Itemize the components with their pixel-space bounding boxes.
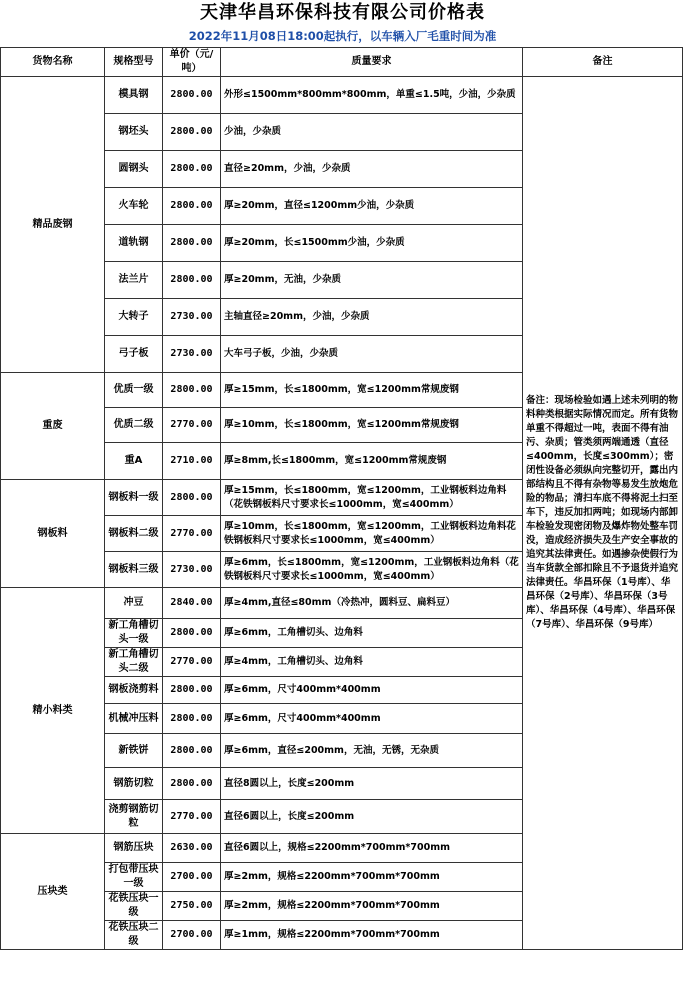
price-cell: 2800.00 [163,262,221,299]
quality-cell: 厚≥20mm，无油，少杂质 [221,262,523,299]
price-cell: 2800.00 [163,373,221,408]
quality-cell: 外形≤1500mm*800mm*800mm，单重≤1.5吨，少油，少杂质 [221,77,523,114]
price-cell: 2800.00 [163,677,221,704]
spec-cell: 法兰片 [105,262,163,299]
price-table [0,47,683,950]
spec-cell: 道轨钢 [105,225,163,262]
quality-cell: 厚≥20mm，长≤1500mm少油，少杂质 [221,225,523,262]
spec-cell: 冲豆 [105,588,163,619]
quality-cell: 厚≥4mm，工角槽切头、边角料 [221,648,523,677]
spec-cell: 优质一级 [105,373,163,408]
quality-cell: 厚≥6mm，长≤1800mm，宽≤1200mm，工业钢板料边角料（花铁钢板料尺寸要求长≤1000mm，宽≤400mm） [221,552,523,588]
quality-cell: 直径≥20mm，少油，少杂质 [221,151,523,188]
table-header-row [1,48,683,77]
price-cell: 2800.00 [163,480,221,516]
price-cell: 2630.00 [163,834,221,863]
spec-cell: 钢板料三级 [105,552,163,588]
spec-cell: 新铁饼 [105,734,163,768]
table-body [1,77,683,950]
quality-cell: 厚≥6mm，尺寸400mm*400mm [221,677,523,704]
price-cell: 2800.00 [163,734,221,768]
quality-cell: 直径8圆以上，长度≤200mm [221,768,523,800]
effective-date-subtitle: 2022年11月08日18:00起执行，以车辆入厂毛重时间为准 [188,29,497,43]
quality-cell: 厚≥2mm，规格≤2200mm*700mm*700mm [221,863,523,892]
quality-cell: 直径6圆以上，规格≤2200mm*700mm*700mm [221,834,523,863]
quality-cell: 厚≥2mm，规格≤2200mm*700mm*700mm [221,892,523,921]
header-note: 备注 [523,48,683,77]
price-cell: 2800.00 [163,619,221,648]
spec-cell: 大转子 [105,299,163,336]
quality-cell: 少油，少杂质 [221,114,523,151]
spec-cell: 新工角槽切头一级 [105,619,163,648]
quality-cell: 大车弓子板，少油，少杂质 [221,336,523,373]
price-cell: 2770.00 [163,648,221,677]
quality-cell: 主轴直径≥20mm，少油，少杂质 [221,299,523,336]
price-cell: 2700.00 [163,863,221,892]
price-cell: 2800.00 [163,768,221,800]
price-cell: 2770.00 [163,516,221,552]
header-goods-name: 货物名称 [1,48,105,77]
quality-cell: 厚≥15mm，长≤1800mm，宽≤1200mm常规废钢 [221,373,523,408]
price-cell: 2770.00 [163,408,221,443]
spec-cell: 钢坯头 [105,114,163,151]
header-spec: 规格型号 [105,48,163,77]
quality-cell: 厚≥20mm，直径≤1200mm少油，少杂质 [221,188,523,225]
price-cell: 2800.00 [163,225,221,262]
price-cell: 2770.00 [163,800,221,834]
spec-cell: 花铁压块一级 [105,892,163,921]
spec-cell: 优质二级 [105,408,163,443]
price-cell: 2700.00 [163,921,221,950]
price-cell: 2750.00 [163,892,221,921]
quality-cell: 直径6圆以上，长度≤200mm [221,800,523,834]
quality-cell: 厚≥4mm,直径≤80mm（冷热冲，圆料豆、扁料豆） [221,588,523,619]
spec-cell: 钢筋压块 [105,834,163,863]
spec-cell: 钢筋切粒 [105,768,163,800]
category-cell: 钢板料 [1,480,105,588]
price-cell: 2800.00 [163,114,221,151]
spec-cell: 钢板浇剪料 [105,677,163,704]
category-cell: 精小料类 [1,588,105,834]
spec-cell: 打包带压块一级 [105,863,163,892]
spec-cell: 钢板料一级 [105,480,163,516]
table-row [1,77,683,114]
page-title: 天津华昌环保科技有限公司价格表 [200,2,485,23]
spec-cell: 火车轮 [105,188,163,225]
spec-cell: 新工角槽切头二级 [105,648,163,677]
header-price: 单价（元/吨） [163,48,221,77]
quality-cell: 厚≥1mm，规格≤2200mm*700mm*700mm [221,921,523,950]
quality-cell: 厚≥6mm，尺寸400mm*400mm [221,704,523,734]
quality-cell: 厚≥15mm，长≤1800mm，宽≤1200mm，工业钢板料边角料（花铁钢板料尺寸要求长≤1000mm，宽≤400mm） [221,480,523,516]
spec-cell: 圆钢头 [105,151,163,188]
category-cell: 重废 [1,373,105,480]
price-cell: 2800.00 [163,188,221,225]
spec-cell: 模具钢 [105,77,163,114]
spec-cell: 弓子板 [105,336,163,373]
quality-cell: 厚≥6mm，工角槽切头、边角料 [221,619,523,648]
category-cell: 精品废钢 [1,77,105,373]
price-cell: 2730.00 [163,336,221,373]
price-cell: 2800.00 [163,77,221,114]
note-cell: 备注：现场检验如遇上述未列明的物料种类根据实际情况而定。所有货物单重不得超过一吨，表面不得有油污、杂质；管类须两端通透（直径≤400mm，长度≤300mm）；密闭性设备必须纵向完整切开，露出内部结构且不得有杂物等易发生放炮危险的物品；清扫车底不得将泥土扫至车下，违反加扣两吨；如现场内部卸车检验发现密闭物及爆炸物处整车罚没，造成经济损失及生产安全事故的追究其法律责任。如遇掺杂使假行为当车货款全部扣除且不予退货并追究法律责任。华昌环保（1号库）、华昌环保（2号库）、华昌环保（3号库）、华昌环保（4号库）、华昌环保（7号库）、华昌环保（9号库） [523,77,683,950]
price-cell: 2730.00 [163,552,221,588]
price-cell: 2800.00 [163,151,221,188]
spec-cell: 浇剪钢筋切粒 [105,800,163,834]
quality-cell: 厚≥8mm,长≤1800mm，宽≤1200mm常规废钢 [221,443,523,480]
header-quality: 质量要求 [221,48,523,77]
quality-cell: 厚≥10mm，长≤1800mm，宽≤1200mm，工业钢板料边角料花铁钢板料尺寸要求长≤1000mm，宽≤400mm） [221,516,523,552]
spec-cell: 花铁压块二级 [105,921,163,950]
quality-cell: 厚≥10mm，长≤1800mm，宽≤1200mm常规废钢 [221,408,523,443]
price-cell: 2840.00 [163,588,221,619]
price-cell: 2800.00 [163,704,221,734]
spec-cell: 重A [105,443,163,480]
quality-cell: 厚≥6mm，直径≤200mm，无油，无锈，无杂质 [221,734,523,768]
spec-cell: 机械冲压料 [105,704,163,734]
category-cell: 压块类 [1,834,105,950]
spec-cell: 钢板料二级 [105,516,163,552]
price-cell: 2710.00 [163,443,221,480]
price-cell: 2730.00 [163,299,221,336]
